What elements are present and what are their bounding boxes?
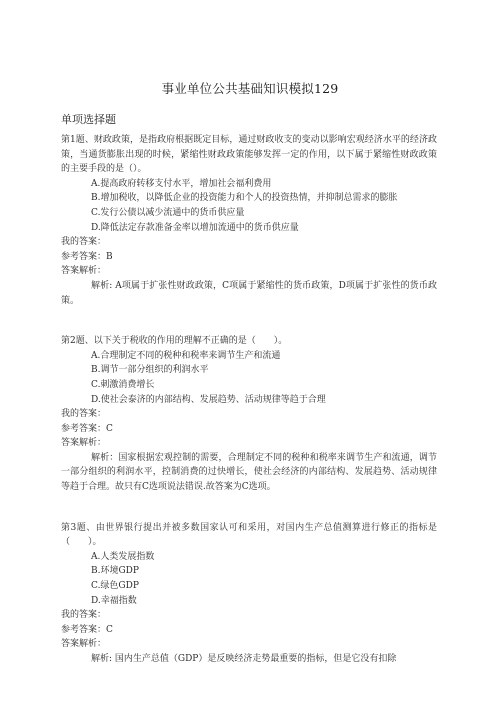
option-d: D.使社会泰济的内部结构、发展趋势、活动规律等趋于合理 (91, 394, 326, 405)
option-list (61, 550, 437, 608)
section-heading: 单项选择题 (61, 113, 116, 126)
option-b: B.增加税收，以降低企业的投资能力和个人的投资热情，并抑制总需求的膨胀 (91, 193, 398, 204)
option-a: A.人类发展指数 (91, 551, 155, 562)
option-c: C.绿色GDP (91, 581, 139, 592)
analysis-text: 解析: 国内生产总值（GDP）是反映经济走势最重要的指标，但是它没有扣除 (91, 654, 397, 664)
option-a: A.提高政府转移支付水平，增加社会福利费用 (91, 178, 272, 189)
my-answer: 我的答案： (61, 409, 107, 420)
analysis-text: 解析: A项属于扩张性财政政策，C项属于紧缩性的货币政策，D项属于扩张性的货币政策。 (61, 280, 437, 306)
question-list (61, 133, 437, 667)
option-c: C.刺激消费增长 (91, 379, 155, 390)
reference-answer: 参考答案：C (61, 624, 113, 635)
option-c: C.发行公债以减少流通中的货币供应量 (91, 207, 245, 218)
analysis-label: 答案解析： (61, 438, 107, 449)
analysis-label: 答案解析： (61, 266, 107, 277)
page-title: 事业单位公共基础知识模拟129 (161, 81, 339, 96)
reference-answer: 参考答案：B (61, 251, 113, 262)
my-answer: 我的答案： (61, 237, 107, 248)
reference-answer: 参考答案：C (61, 423, 113, 434)
option-b: B.环境GDP (91, 566, 139, 577)
option-d: D.幸福指数 (91, 595, 137, 606)
option-b: B.调节一部分组织的利润水平 (91, 365, 209, 376)
option-d: D.降低法定存款准备金率以增加流通中的货币供应量 (91, 222, 299, 233)
question-1 (61, 133, 437, 308)
question-3 (61, 521, 437, 667)
question-stem: 第2题、以下关于税收的作用的理解不正确的是（ ）。 (61, 336, 288, 347)
question-stem: 第1题、财政政策，是指政府根据既定目标，通过财政收支的变动以影响宏观经济水平的经济政策，当通货膨胀出现的时候，紧缩性财政政策能够发挥一定的作用，以下属于紧缩性财政政策的主要手段的是（）。 (61, 135, 437, 175)
question-stem: 第3题、由世界银行提出并被多数国家认可和采用，对国内生产总值测算进行修正的指标是（ ）。 (61, 522, 437, 548)
analysis-label: 答案解析： (61, 639, 107, 650)
analysis-text: 解析：国家根据宏观控制的需要，合理制定不同的税种和税率来调节生产和流通，调节一部分组织的利润水平，控制消费的过快增长，使社会经济的内部结构、发展趋势、活动规律等趋于合理。故只有C选项说法错误.故答案为C选项。 (61, 452, 437, 493)
option-list (61, 177, 437, 235)
question-2 (61, 334, 437, 495)
my-answer: 我的答案： (61, 610, 107, 621)
option-list (61, 349, 437, 407)
option-a: A.合理制定不同的税种和税率来调节生产和流通 (91, 350, 281, 361)
